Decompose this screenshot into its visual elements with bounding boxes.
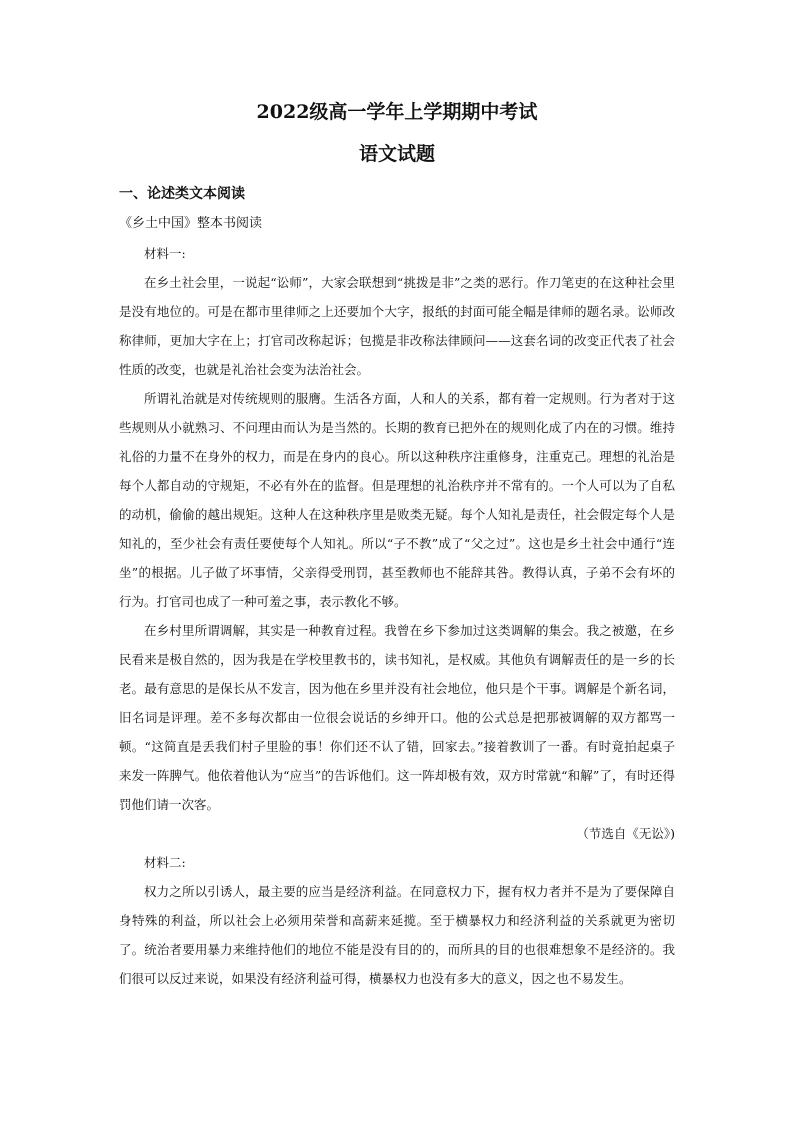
material-label: 材料二: xyxy=(144,855,186,870)
paragraph: 权力之所以引诱人，最主要的应当是经济利益。在同意权力下，握有权力者并不是为了要保障自身特殊的利益，所以社会上必须用荣誉和高薪来延揽。至于横暴权力和经济利益的关系就更为密切了。统治者要用暴力来维持他们的地位不能是没有目的的，而所具的目的也很难想象不是经济的。我们很可以反过来说，如果没有经济利益可得，横暴权力也没有多大的意义，因之也不易发生。 xyxy=(119,884,675,986)
exam-page xyxy=(119,95,675,993)
source-citation: （节选自《无讼》) xyxy=(576,826,675,841)
exam-title: 2022级高一学年上学期期中考试 xyxy=(256,101,538,123)
exam-subtitle: 语文试题 xyxy=(358,143,435,165)
paragraph: 在乡土社会里，一说起“讼师”，大家会联想到“挑拨是非”之类的恶行。作刀笔吏的在这种社会里是没有地位的。可是在都市里律师之上还要加个大字，报纸的封面可能全幅是律师的题名录。讼师改称律师，更加大字在上；打官司改称起诉；包揽是非改称法律顾问——这套名词的改变正代表了社会性质的改变，也就是礼治社会变为法治社会。 xyxy=(119,275,675,377)
section-heading: 一、论述类文本阅读 xyxy=(119,186,245,202)
paragraph: 所谓礼治就是对传统规则的服膺。生活各方面，人和人的关系，都有着一定规则。行为者对于这些规则从小就熟习、不问理由而认为是当然的。长期的教育已把外在的规则化成了内在的习惯。维持礼俗的力量不在身外的权力，而是在身内的良心。所以这种秩序注重修身，注重克己。理想的礼治是每个人都自动的守规矩，不必有外在的监督。但是理想的礼治秩序并不常有的。一个人可以为了自私的动机，偷偷的越出规矩。这种人在这种秩序里是败类无疑。每个人知礼是责任，社会假定每个人是知礼的，至少社会有责任要使每个人知礼。所以“子不教”成了“父之过”。这也是乡土社会中通行“连坐”的根据。儿子做了坏事情，父亲得受刑罚，甚至教师也不能辞其咎。教得认真，子弟不会有坏的行为。打官司也成了一种可羞之事，表示教化不够。 xyxy=(119,391,675,609)
paragraph: 在乡村里所谓调解，其实是一种教育过程。我曾在乡下参加过这类调解的集会。我之被邀，在乡民看来是极自然的，因为我是在学校里教书的，读书知礼，是权威。其他负有调解责任的是一乡的长老。最有意思的是保长从不发言，因为他在乡里并没有社会地位，他只是个干事。调解是个新名词，旧名词是评理。差不多每次都由一位很会说话的乡绅开口。他的公式总是把那被调解的双方都骂一顿。“这简直是丢我们村子里脸的事！你们还不认了错，回家去。”接着教训了一番。有时竟拍起桌子来发一阵脾气。他依着他认为“应当”的告诉他们。这一阵却极有效，双方时常就“和解”了，有时还得罚他们请一次客。 xyxy=(119,623,675,812)
book-title-line: 《乡土中国》整本书阅读 xyxy=(119,216,263,231)
material-label: 材料一: xyxy=(144,246,186,261)
